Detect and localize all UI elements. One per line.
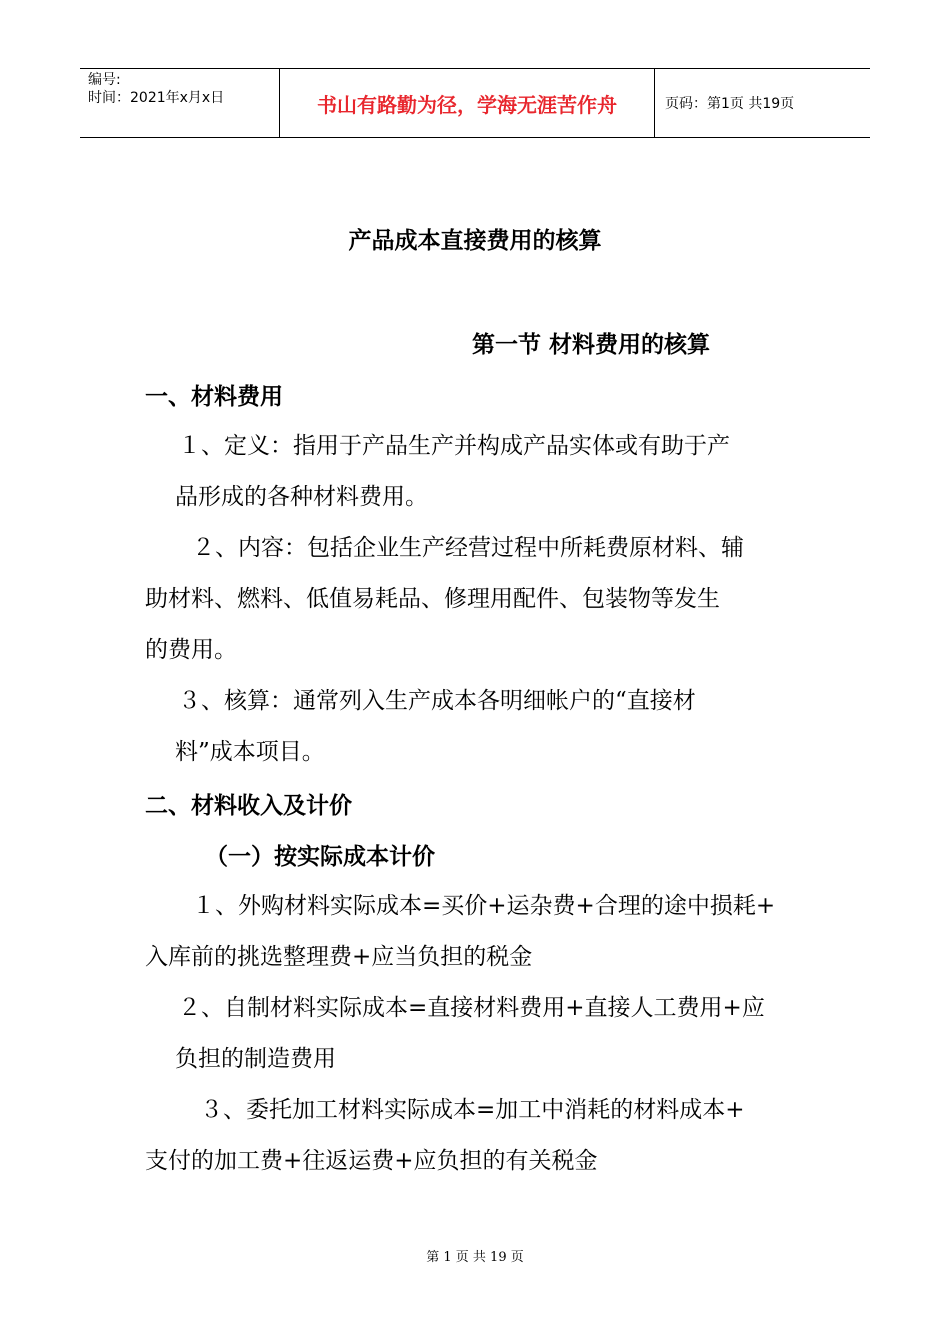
paragraph-line: １、定义：指用于产品生产并构成产品实体或有助于产 xyxy=(178,433,730,459)
heading-part1: 一、材料费用 xyxy=(145,384,283,410)
document-title: 产品成本直接费用的核算 xyxy=(348,228,602,254)
paragraph-line: 支付的加工费+往返运费+应负担的有关税金 xyxy=(145,1148,598,1174)
number-label: 编号: xyxy=(88,72,121,88)
paragraph-line: 助材料、燃料、低值易耗品、修理用配件、包装物等发生 xyxy=(145,586,720,612)
paragraph-line: ３、核算：通常列入生产成本各明细帐户的“直接材 xyxy=(178,688,696,714)
subheading-part2: （一）按实际成本计价 xyxy=(205,844,435,870)
paragraph-line: 入库前的挑选整理费+应当负担的税金 xyxy=(145,944,533,970)
paragraph-line: 负担的制造费用 xyxy=(175,1046,336,1072)
header-page-info: 页码：第1页 共19页 xyxy=(665,96,795,112)
paragraph-line: 料”成本项目。 xyxy=(175,739,325,765)
paragraph-line: ２、自制材料实际成本=直接材料费用+直接人工费用+应 xyxy=(178,995,765,1021)
header-motto: 书山有路勤为径，学海无涯苦作舟 xyxy=(280,69,655,137)
section-title: 第一节 材料费用的核算 xyxy=(472,332,711,358)
paragraph-line: ２、内容：包括企业生产经营过程中所耗费原材料、辅 xyxy=(192,535,744,561)
paragraph-line: ３、委托加工材料实际成本=加工中消耗的材料成本+ xyxy=(200,1097,745,1123)
paragraph-line: 的费用。 xyxy=(145,637,237,663)
page-footer: 第 1 页 共 19 页 xyxy=(426,1250,524,1265)
paragraph-line: １、外购材料实际成本=买价+运杂费+合理的途中损耗+ xyxy=(192,893,776,919)
header-meta xyxy=(80,69,280,137)
page-header xyxy=(80,68,870,138)
paragraph-line: 品形成的各种材料费用。 xyxy=(175,484,428,510)
heading-part2: 二、材料收入及计价 xyxy=(145,793,352,819)
time-label: 时间：2021年x月x日 xyxy=(88,90,225,106)
